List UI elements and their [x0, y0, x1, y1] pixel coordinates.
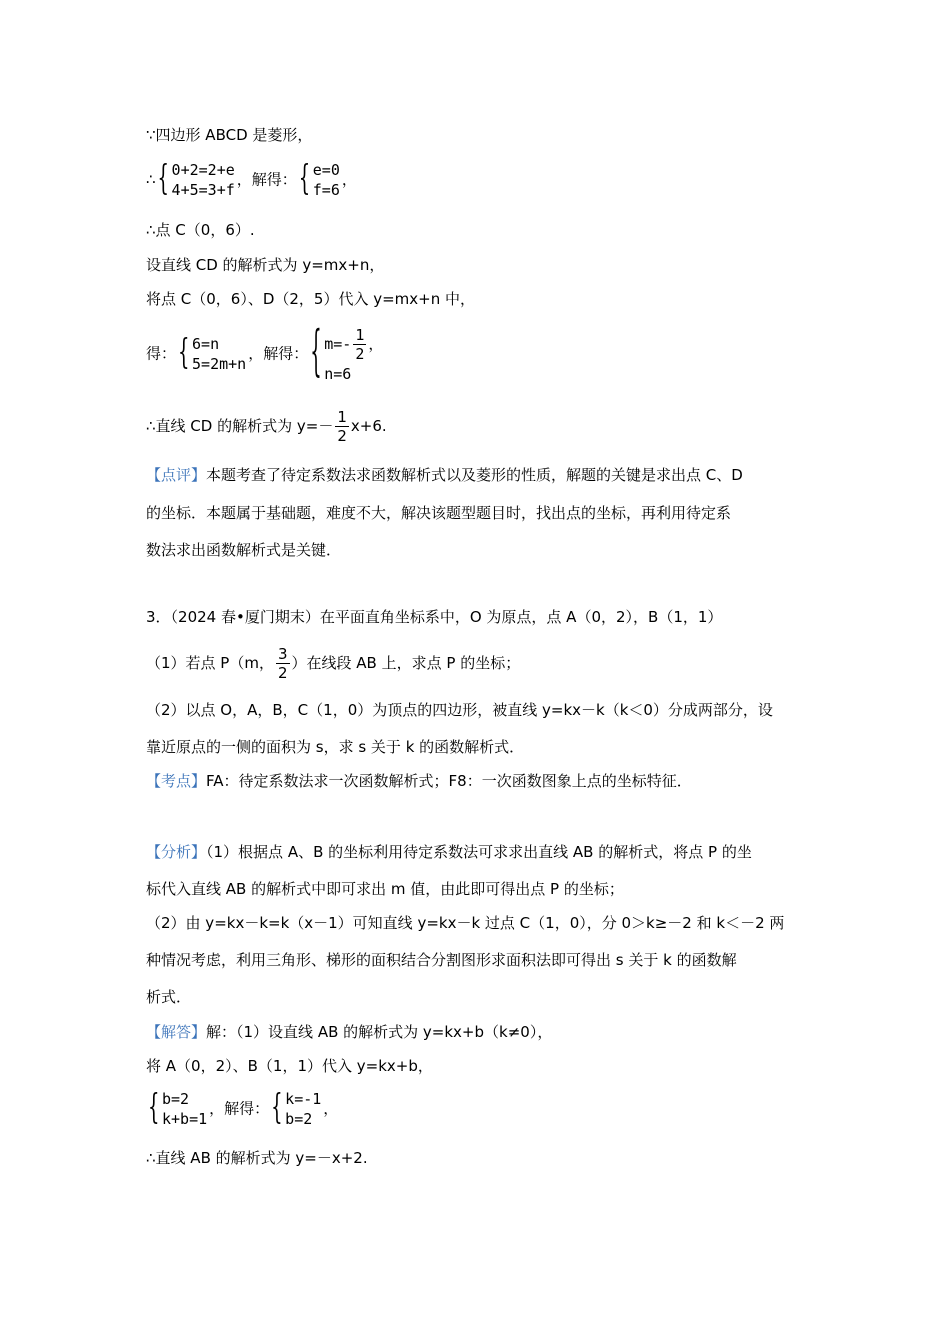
equation-system	[299, 160, 340, 200]
fenxi-tag: 【分析】	[146, 843, 207, 861]
fraction-denominator: 2	[277, 664, 288, 682]
equation-row	[324, 324, 383, 364]
fraction-denominator: 2	[337, 427, 347, 445]
equation-line	[146, 321, 385, 384]
text-segment: ，	[341, 170, 357, 189]
fraction-numerator: 1	[355, 326, 365, 344]
brace-icon: {	[310, 321, 322, 384]
text-segment: ，	[368, 335, 384, 353]
text-line: 的坐标．本题属于基础题，难度不大，解决该题型题目时，找出点的坐标，再利用待定系	[146, 504, 732, 522]
equation-line	[146, 645, 520, 682]
brace-icon: {	[298, 159, 311, 199]
equation-row: f=6	[312, 181, 340, 199]
text-segment: FA：待定系数法求一次函数解析式；F8：一次函数图象上点的坐标特征．	[206, 772, 692, 790]
equation-row: 5=2m+n	[192, 355, 247, 373]
text-segment: 解：（1）设直线 AB 的解析式为 y=kx+b（k≠0），	[206, 1023, 553, 1041]
equation-system	[310, 321, 384, 384]
text-segment: m=-	[324, 335, 352, 353]
text-line: 将点 C（0，6）、D（2，5）代入 y=mx+n 中，	[146, 290, 476, 308]
equation-system	[178, 334, 246, 374]
text-line: 将 A（0，2）、B（1，1）代入 y=kx+b，	[146, 1057, 433, 1075]
question-title: 3．（2024 春•厦门期末）在平面直角坐标系中，O 为原点，点 A（0，2），B（1，1）	[146, 608, 723, 626]
text-line: 数法求出函数解析式是关键．	[146, 541, 342, 559]
equation-row: n=6	[324, 365, 352, 383]
text-segment: ）在线段 AB 上，求点 P 的坐标；	[291, 654, 521, 672]
text-line: 种情况考虑，利用三角形、梯形的面积结合分割图形求面积法即可得出 s 关于 k 的函数解	[146, 951, 737, 969]
fraction-numerator: 1	[337, 408, 347, 426]
equation-row: 4+5=3+f	[171, 181, 235, 199]
fenxi-line	[146, 841, 752, 862]
text-segment: x+6.	[350, 417, 387, 435]
therefore-symbol: ∴	[146, 170, 156, 189]
text-line: （2）以点 O，A，B，C（1，0）为顶点的四边形，被直线 y=kx－k（k＜0）分成两部分，设	[146, 701, 773, 719]
text-segment: 得：	[146, 344, 177, 363]
equation-row: 6=n	[192, 335, 220, 353]
jieda-line	[146, 1021, 552, 1042]
text-line: 标代入直线 AB 的解析式中即可求出 m 值，由此即可得出点 P 的坐标；	[146, 880, 624, 898]
equation-line	[146, 1089, 338, 1129]
equation-row: b=2	[285, 1110, 313, 1128]
comment-line	[146, 464, 743, 485]
text-segment: ，解得：	[248, 344, 309, 363]
fraction-numerator: 3	[277, 645, 288, 663]
text-line: ∴直线 AB 的解析式为 y=－x+2.	[146, 1149, 368, 1167]
equation-row: 0+2=2+e	[171, 161, 235, 179]
equation-line	[146, 160, 357, 200]
kaodian-tag: 【考点】	[146, 772, 207, 790]
text-segment: 本题考查了待定系数法求函数解析式以及菱形的性质，解题的关键是求出点 C、D	[206, 466, 743, 484]
text-segment: ∴直线 CD 的解析式为 y=－	[146, 417, 334, 435]
equation-system	[148, 1089, 207, 1129]
fraction-denominator: 2	[355, 345, 365, 363]
fraction	[353, 326, 366, 363]
text-segment: ，	[323, 1099, 339, 1118]
brace-icon: {	[178, 333, 190, 373]
jieda-tag: 【解答】	[146, 1023, 207, 1041]
fraction	[276, 645, 290, 682]
brace-icon: {	[271, 1088, 283, 1128]
equation-system	[271, 1089, 321, 1129]
dianping-tag: 【点评】	[146, 466, 207, 484]
equation-row: e=0	[312, 161, 340, 179]
equation-line	[146, 408, 387, 445]
text-segment: ，解得：	[236, 170, 297, 189]
brace-icon: {	[148, 1088, 160, 1128]
text-line: （2）由 y=kx－k=k（x－1）可知直线 y=kx－k 过点 C（1，0），分 0＞k≥－2 和 k＜－2 两	[146, 914, 785, 932]
text-line: 靠近原点的一侧的面积为 s，求 s 关于 k 的函数解析式．	[146, 738, 525, 756]
equation-system	[158, 160, 235, 200]
text-segment: ，解得：	[209, 1099, 270, 1118]
text-line: 设直线 CD 的解析式为 y=mx+n，	[146, 256, 385, 274]
text-line: 析式．	[146, 988, 192, 1006]
equation-row: k=-1	[285, 1090, 322, 1108]
kaodian-line	[146, 770, 692, 791]
text-segment: （1）若点 P（m，	[146, 654, 274, 672]
equation-row: k+b=1	[162, 1110, 208, 1128]
text-line: ∵四边形 ABCD 是菱形，	[146, 126, 313, 144]
text-line: ∴点 C（0，6）.	[146, 221, 255, 239]
brace-icon: {	[157, 159, 169, 199]
text-segment: （1）根据点 A、B 的坐标利用待定系数法可求求出直线 AB 的解析式，将点 P 的坐	[206, 843, 752, 861]
fraction	[335, 408, 349, 445]
equation-row: b=2	[162, 1090, 190, 1108]
